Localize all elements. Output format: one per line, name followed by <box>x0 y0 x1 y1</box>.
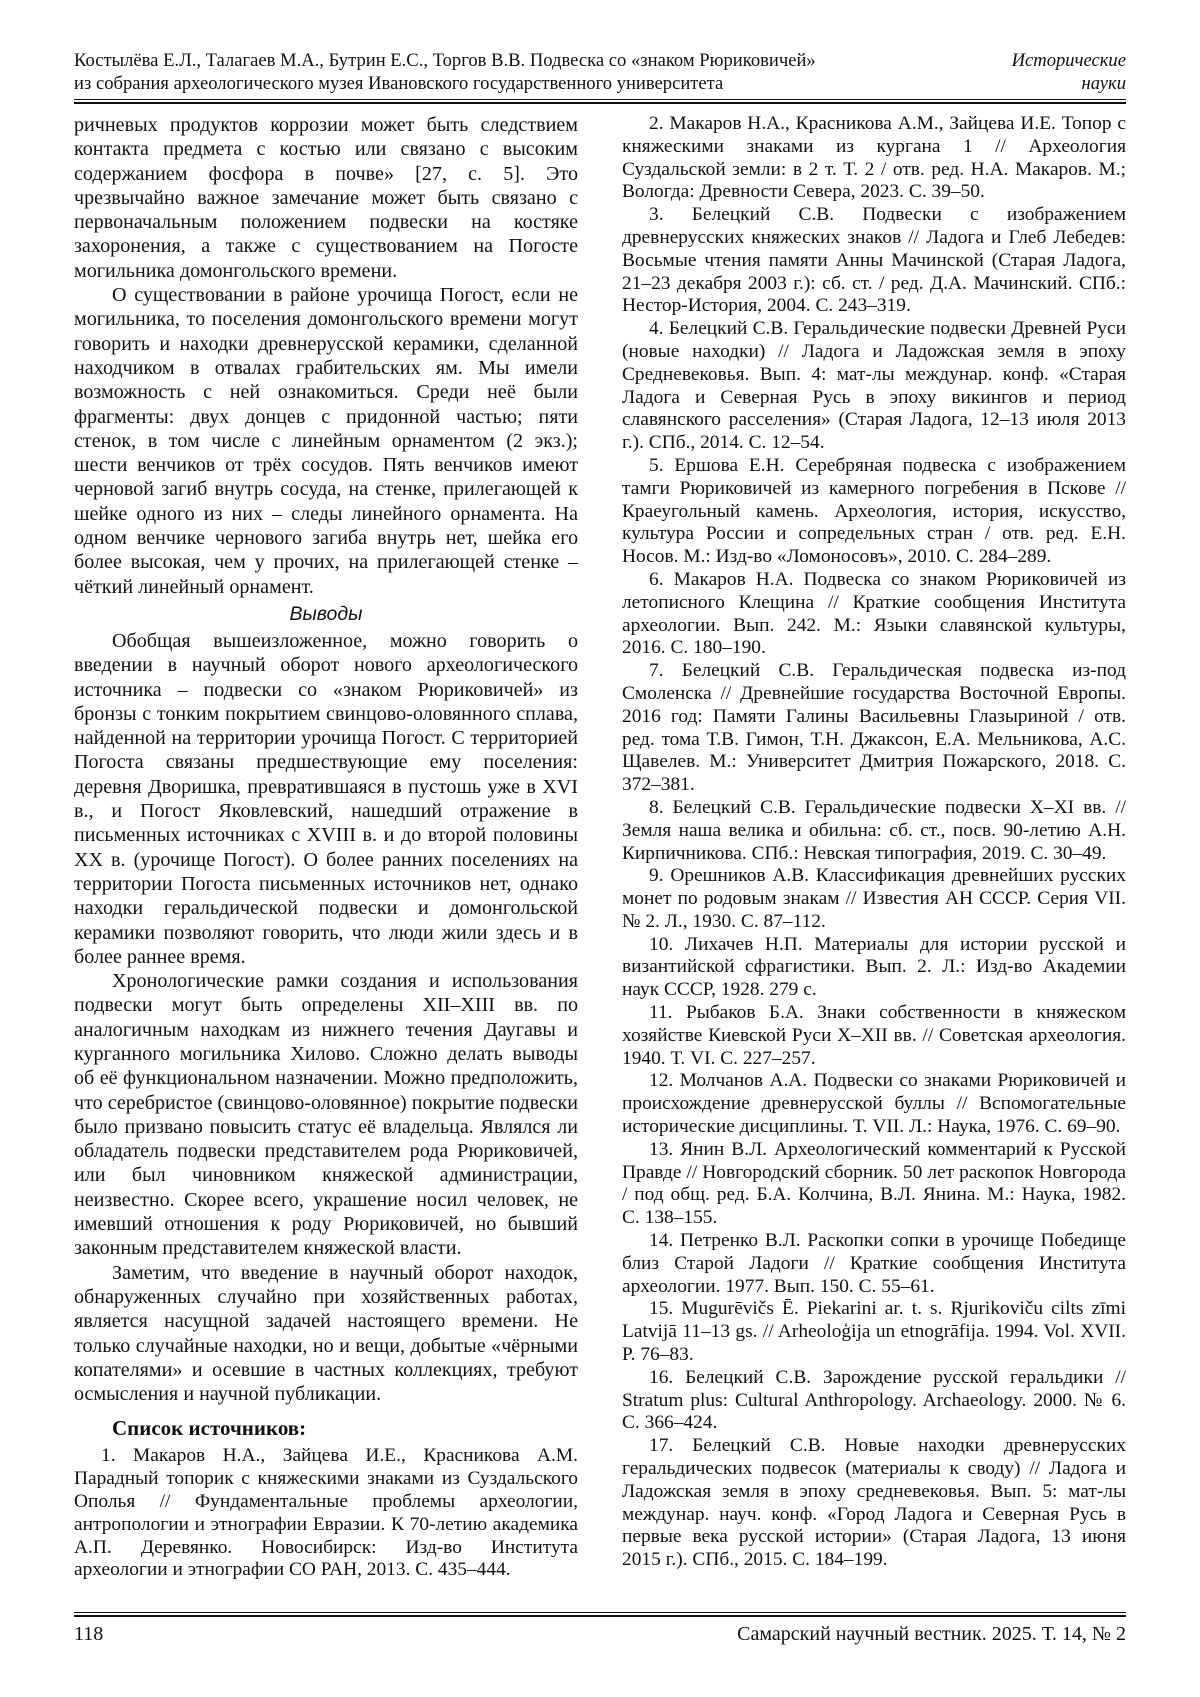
journal-reference: Самарский научный вестник. 2025. Т. 14, № 2 <box>737 1623 1126 1645</box>
page-header <box>74 50 1126 95</box>
reference-item: 16. Белецкий С.В. Зарождение русской геральдики // Stratum plus: Cultural Anthropology. Archaeology. 2000. № 6. С. 366–424. <box>622 1366 1126 1434</box>
reference-item: 10. Лихачев Н.П. Материалы для истории русской и византийской сфрагистики. Вып. 2. Л.: Изд-во Академии наук СССР, 1928. 279 с. <box>622 933 1126 1001</box>
reference-item: 9. Орешников А.В. Классификация древнейших русских монет по родовым знакам // Известия АН СССР. Серия VII. № 2. Л., 1930. С. 87–112. <box>622 865 1126 932</box>
reference-item: 14. Петренко В.Л. Раскопки сопки в урочище Победище близ Старой Ладоги // Краткие сообщения Института археологии. 1977. Вып. 150. С. 55–61. <box>622 1230 1126 1297</box>
sources-heading: Список источников: <box>112 1416 307 1441</box>
reference-item: 17. Белецкий С.В. Новые находки древнерусских геральдических подвесок (материалы к своду) // Ладога и Ладожская земля в эпоху средневековья. Вып. 5: мат-лы междунар. науч. конф. «Город Ладога и Северная Русь в первые века русской истории» (Старая Ладога, 13 июня 2015 г.). СПб., 2015. С. 184–199. <box>622 1435 1126 1571</box>
content-columns <box>74 113 1126 1616</box>
paragraph: ричневых продуктов коррозии может быть следствием контакта предмета с костью или связано с высоким содержанием фосфора в почве» [27, с. 5]. Это чрезвычайно важное замечание может быть связано с первоначальным положением подвески на костяке захоронения, а также с существованием на Погосте могильника домонгольского времени. <box>74 114 578 282</box>
reference-item: 8. Белецкий С.В. Геральдические подвески X–XI вв. // Земля наша велика и обильна: сб. ст., посв. 90-летию А.Н. Кирпичникова. СПб.: Невская типография, 2019. С. 30–49. <box>622 796 1126 864</box>
reference-item: 1. Макаров Н.А., Зайцева И.Е., Красникова А.М. Парадный топорик с княжескими знаками из Суздальского Ополья // Фундаментальные проблемы археологии, антропологии и этнографии Евразии. К 70-летию академика А.П. Деревянко. Новосибирск: Изд-во Института археологии и этнографии СО РАН, 2013. С. 435–444. <box>74 1445 578 1581</box>
section-label <box>1012 50 1126 95</box>
running-title-line1: Костылёва Е.Л., Талагаев М.А., Бутрин Е.С., Торгов В.В. Подвеска со «знаком Рюриковичей» <box>74 50 816 71</box>
running-title-line2: из собрания археологического музея Ивановского государственного университета <box>74 72 724 94</box>
reference-item: 6. Макаров Н.А. Подвеска со знаком Рюриковичей из летописного Клещина // Краткие сообщения Института археологии. Вып. 242. М.: Языки славянской культуры, 2016. С. 180–190. <box>622 568 1126 659</box>
page-number: 118 <box>74 1623 104 1645</box>
reference-item: 3. Белецкий С.В. Подвески с изображением древнерусских княжеских знаков // Ладога и Глеб Лебедев: Восьмые чтения памяти Анны Мачинской (Старая Ладога, 21–23 декабря 2003 г.): сб. ст. / ред. Д.А. Мачинский. СПб.: Нестор-История, 2004. С. 243–319. <box>622 204 1126 317</box>
footer-rule <box>74 1612 1126 1617</box>
reference-item: 12. Молчанов А.А. Подвески со знаками Рюриковичей и происхождение древнерусской буллы // Вспомогательные исторические дисциплины. Т. VII. Л.: Наука, 1976. С. 69–90. <box>622 1070 1126 1138</box>
reference-item: 13. Янин В.Л. Археологический комментарий к Русской Правде // Новгородский сборник. 50 лет раскопок Новгорода / под общ. ред. Б.А. Колчина, В.Л. Янина. М.: Наука, 1982. С. 138–155. <box>622 1138 1126 1229</box>
section-label-line1: Исторические <box>1011 50 1126 71</box>
paragraph: Заметим, что введение в научный оборот находок, обнаруженных случайно при хозяйственных работах, является насущной задачей настоящего времени. Не только случайные находки, но и вещи, добытые «чёрными копателями» и осевшие в частных коллекциях, требуют осмысления и научной публикации. <box>74 1261 578 1406</box>
reference-item: 5. Ершова Е.Н. Серебряная подвеска с изображением тамги Рюриковичей из камерного погребения в Пскове // Краеугольный камень. Археология, история, искусство, культура России и сопредельных стран / отв. ред. Е.Н. Носов. М.: Изд-во «Ломоносовъ», 2010. С. 284–289. <box>622 454 1126 568</box>
section-label-line2: науки <box>1081 72 1126 94</box>
running-title <box>74 50 816 95</box>
paragraph: Обобщая вышеизложенное, можно говорить о введении в научный оборот нового археологического источника – подвески со «знаком Рюриковичей» из бронзы с тонким покрытием свинцово-оловянного сплава, найденной на территории урочища Погост. С территорией Погоста связаны предшествующие ему поселения: деревня Дворишка, превратившаяся в пустошь уже в XVI в., и Погост Яковлевский, нашедший отражение в письменных источниках с XVIII в. и до второй половины XX в. (урочище Погост). О более ранних поселениях на территории Погоста письменных источников нет, однако находки геральдической подвески и домонгольской керамики позволяют говорить, что люди жили здесь и в более раннее время. <box>74 629 578 968</box>
header-rule <box>74 99 1126 104</box>
page-footer <box>74 1612 1126 1646</box>
reference-item: 4. Белецкий С.В. Геральдические подвески Древней Руси (новые находки) // Ладога и Ладожская земля в эпоху Средневековья. Вып. 4: мат-лы междунар. конф. «Старая Ладога и Северная Русь в эпоху викингов и период славянского расселения» (Старая Ладога, 12–13 июля 2013 г.). СПб., 2014. С. 12–54. <box>622 318 1126 454</box>
reference-item: 2. Макаров Н.А., Красникова А.М., Зайцева И.Е. Топор с княжескими знаками из кургана 1 // Археология Суздальской земли: в 2 т. Т. 2 / отв. ред. Н.А. Макаров. М.; Вологда: Древности Севера, 2023. С. 39–50. <box>622 113 1126 203</box>
conclusions-heading: Выводы <box>289 602 363 625</box>
paragraph: Хронологические рамки создания и использования подвески могут быть определены XII–XIII вв. по аналогичным находкам из нижнего течения Даугавы и курганного могильника Хилово. Сложно делать выводы об её функциональном назначении. Можно предположить, что серебристое (свинцово-оловянное) покрытие подвески было призвано повысить статус её владельца. Являлся ли обладатель подвески представителем рода Рюриковичей, или был чиновником княжеской администрации, неизвестно. Скорее всего, украшение носил человек, не имевший отношения к роду Рюриковичей, но бывший законным представителем княжеской власти. <box>74 970 578 1260</box>
reference-item: 11. Рыбаков Б.А. Знаки собственности в княжеском хозяйстве Киевской Руси X–XII вв. // Советская археология. 1940. Т. VI. С. 227–257. <box>622 1002 1126 1069</box>
footer-row <box>74 1622 1126 1646</box>
left-column <box>74 113 578 1616</box>
reference-item: 7. Белецкий С.В. Геральдическая подвеска из-под Смоленска // Древнейшие государства Восточной Европы. 2016 год: Памяти Галины Васильевны Глазыриной / отв. ред. тома Т.В. Гимон, Т.Н. Джаксон, Е.А. Мельникова, А.С. Щавелев. М.: Университет Дмитрия Пожарского, 2018. С. 372–381. <box>622 660 1126 796</box>
paragraph: О существовании в районе урочища Погост, если не могильника, то поселения домонгольского времени могут говорить и находки древнерусской керамики, сделанной находчиком в отвалах грабительских ям. Мы имели возможность с ней ознакомиться. Среди неё были фрагменты: двух донцев с придонной частью; пяти стенок, в том числе с линейным орнаментом (2 экз.); шести венчиков от трёх сосудов. Пять венчиков имеют черновой загиб внутрь сосуда, на стенке, прилегающей к шейке одного из них – следы линейного орнамента. На одном венчике чернового загиба внутрь нет, шейка его более высокая, чем у прочих, на прилегающей стенке – чёткий линейный орнамент. <box>74 284 578 598</box>
right-column <box>622 113 1126 1616</box>
reference-item: 15. Mugurēvičs Ē. Piekarini ar. t. s. Rjurikoviču cilts zīmi Latvijā 11–13 gs. // Arheoloģija un etnogrāfija. 1994. Vol. XVII. P. 76–83. <box>622 1298 1126 1366</box>
